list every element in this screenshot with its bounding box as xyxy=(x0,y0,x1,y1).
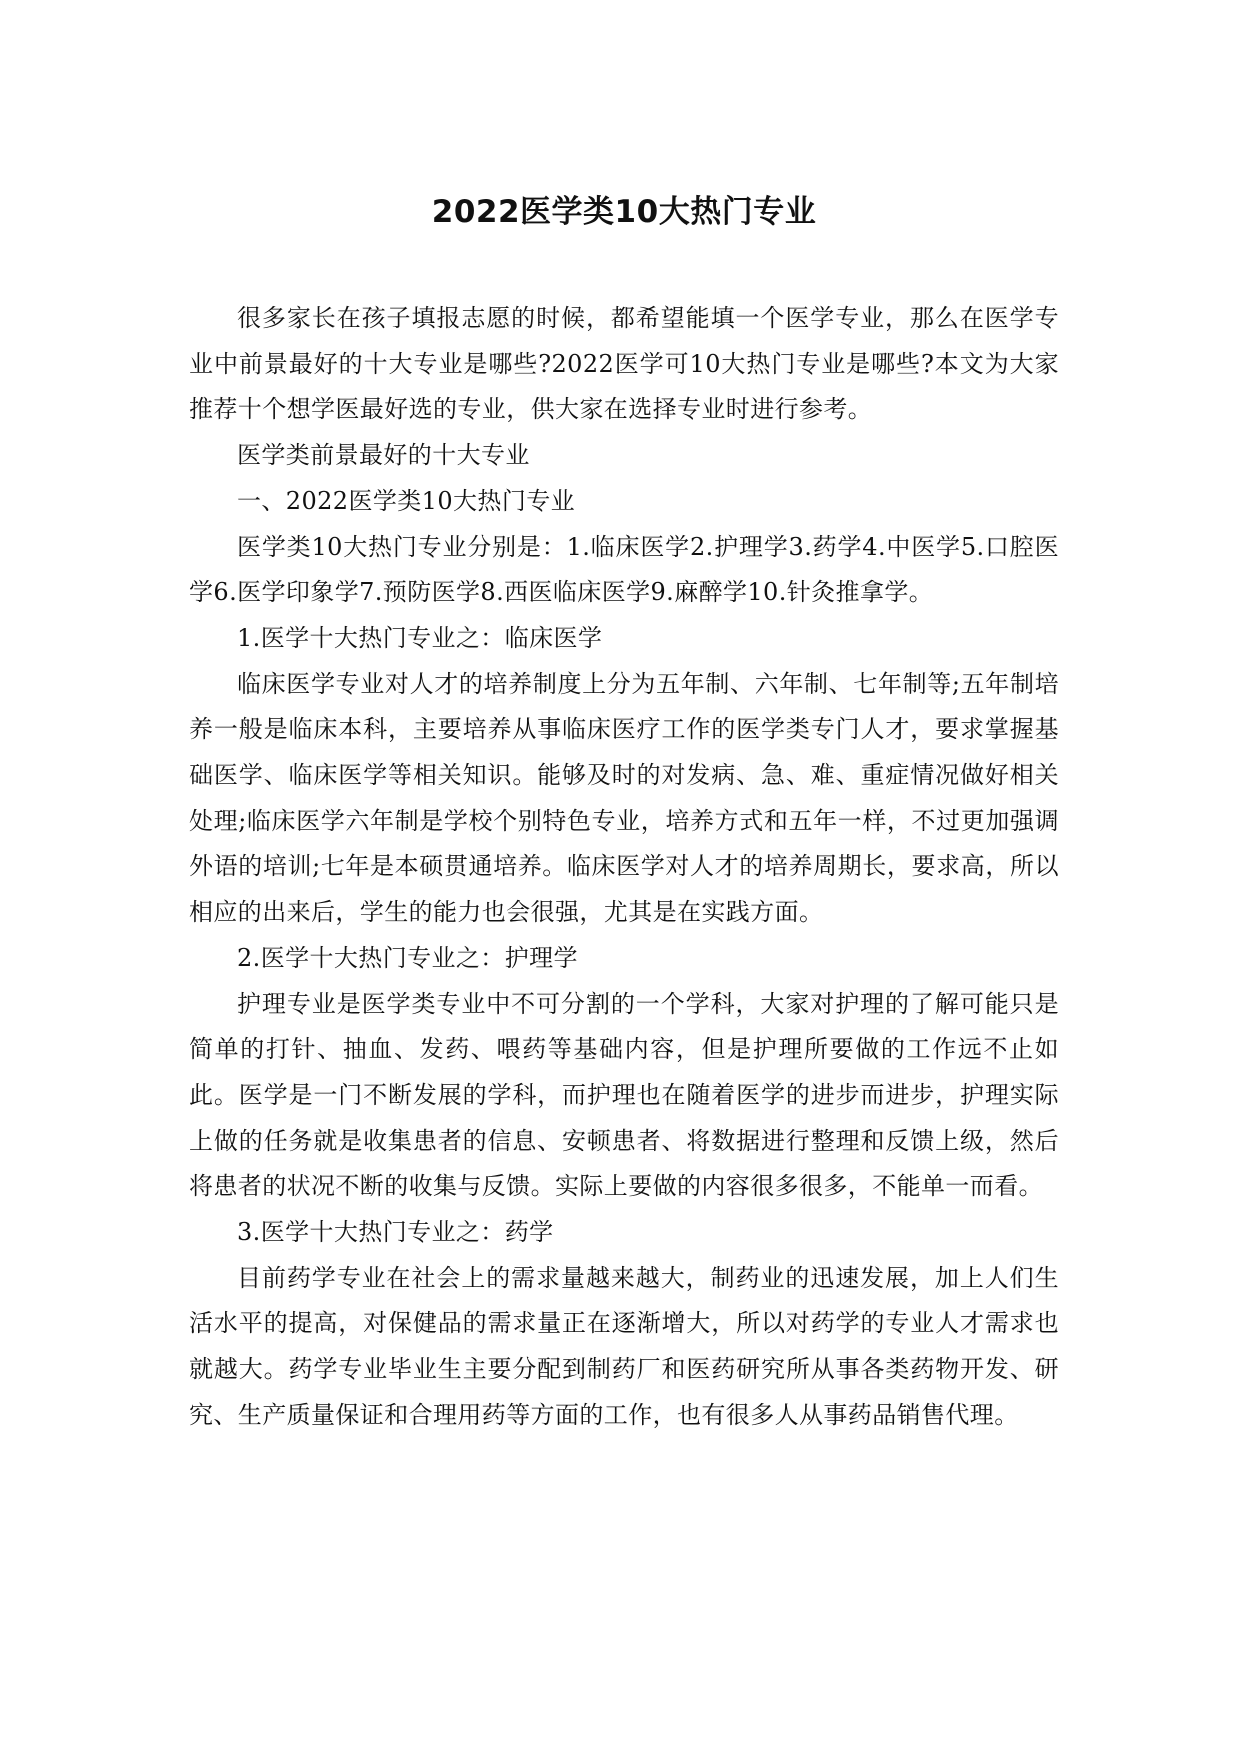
subheading-nursing: 2.医学十大热门专业之：护理学 xyxy=(237,943,578,972)
pharmacy-paragraph: 目前药学专业在社会上的需求量越来越大，制药业的迅速发展，加上人们生活水平的提高，对保健品的需求量正在逐渐增大，所以对药学的专业人才需求也就越大。药学专业毕业生主要分配到制药厂和医药研究所从事各类药物开发、研究、生产质量保证和合理用药等方面的工作，也有很多人从事药品销售代理。 xyxy=(189,1263,1059,1429)
clinical-medicine-paragraph: 临床医学专业对人才的培养制度上分为五年制、六年制、七年制等;五年制培养一般是临床本科，主要培养从事临床医疗工作的医学类专门人才，要求掌握基础医学、临床医学等相关知识。能够及时的对发病、急、难、重症情况做好相关处理;临床医学六年制是学校个别特色专业，培养方式和五年一样，不过更加强调外语的培训;七年是本硕贯通培养。临床医学对人才的培养周期长，要求高，所以相应的出来后，学生的能力也会很强，尤其是在实践方面。 xyxy=(189,669,1059,927)
nursing-paragraph: 护理专业是医学类专业中不可分割的一个学科，大家对护理的了解可能只是简单的打针、抽血、发药、喂药等基础内容，但是护理所要做的工作远不止如此。医学是一门不断发展的学科，而护理也在随着医学的进步而进步，护理实际上做的任务就是收集患者的信息、安顿患者、将数据进行整理和反馈上级，然后将患者的状况不断的收集与反馈。实际上要做的内容很多很多，不能单一而看。 xyxy=(189,989,1059,1201)
section-heading-top-ten: 医学类前景最好的十大专业 xyxy=(237,441,530,470)
subheading-pharmacy: 3.医学十大热门专业之：药学 xyxy=(237,1218,554,1247)
subheading-clinical-medicine: 1.医学十大热门专业之：临床医学 xyxy=(237,623,603,652)
document-body xyxy=(189,296,1059,1439)
section-heading-one: 一、2022医学类10大热门专业 xyxy=(237,486,576,515)
document-title: 2022医学类10大热门专业 xyxy=(431,194,817,230)
majors-list-paragraph: 医学类10大热门专业分别是：1.临床医学2.护理学3.药学4.中医学5.口腔医学6.医学印象学7.预防医学8.西医临床医学9.麻醉学10.针灸推拿学。 xyxy=(189,532,1059,607)
intro-paragraph: 很多家长在孩子填报志愿的时候，都希望能填一个医学专业，那么在医学专业中前景最好的十大专业是哪些?2022医学可10大热门专业是哪些?本文为大家推荐十个想学医最好选的专业，供大家在选择专业时进行参考。 xyxy=(189,304,1059,424)
